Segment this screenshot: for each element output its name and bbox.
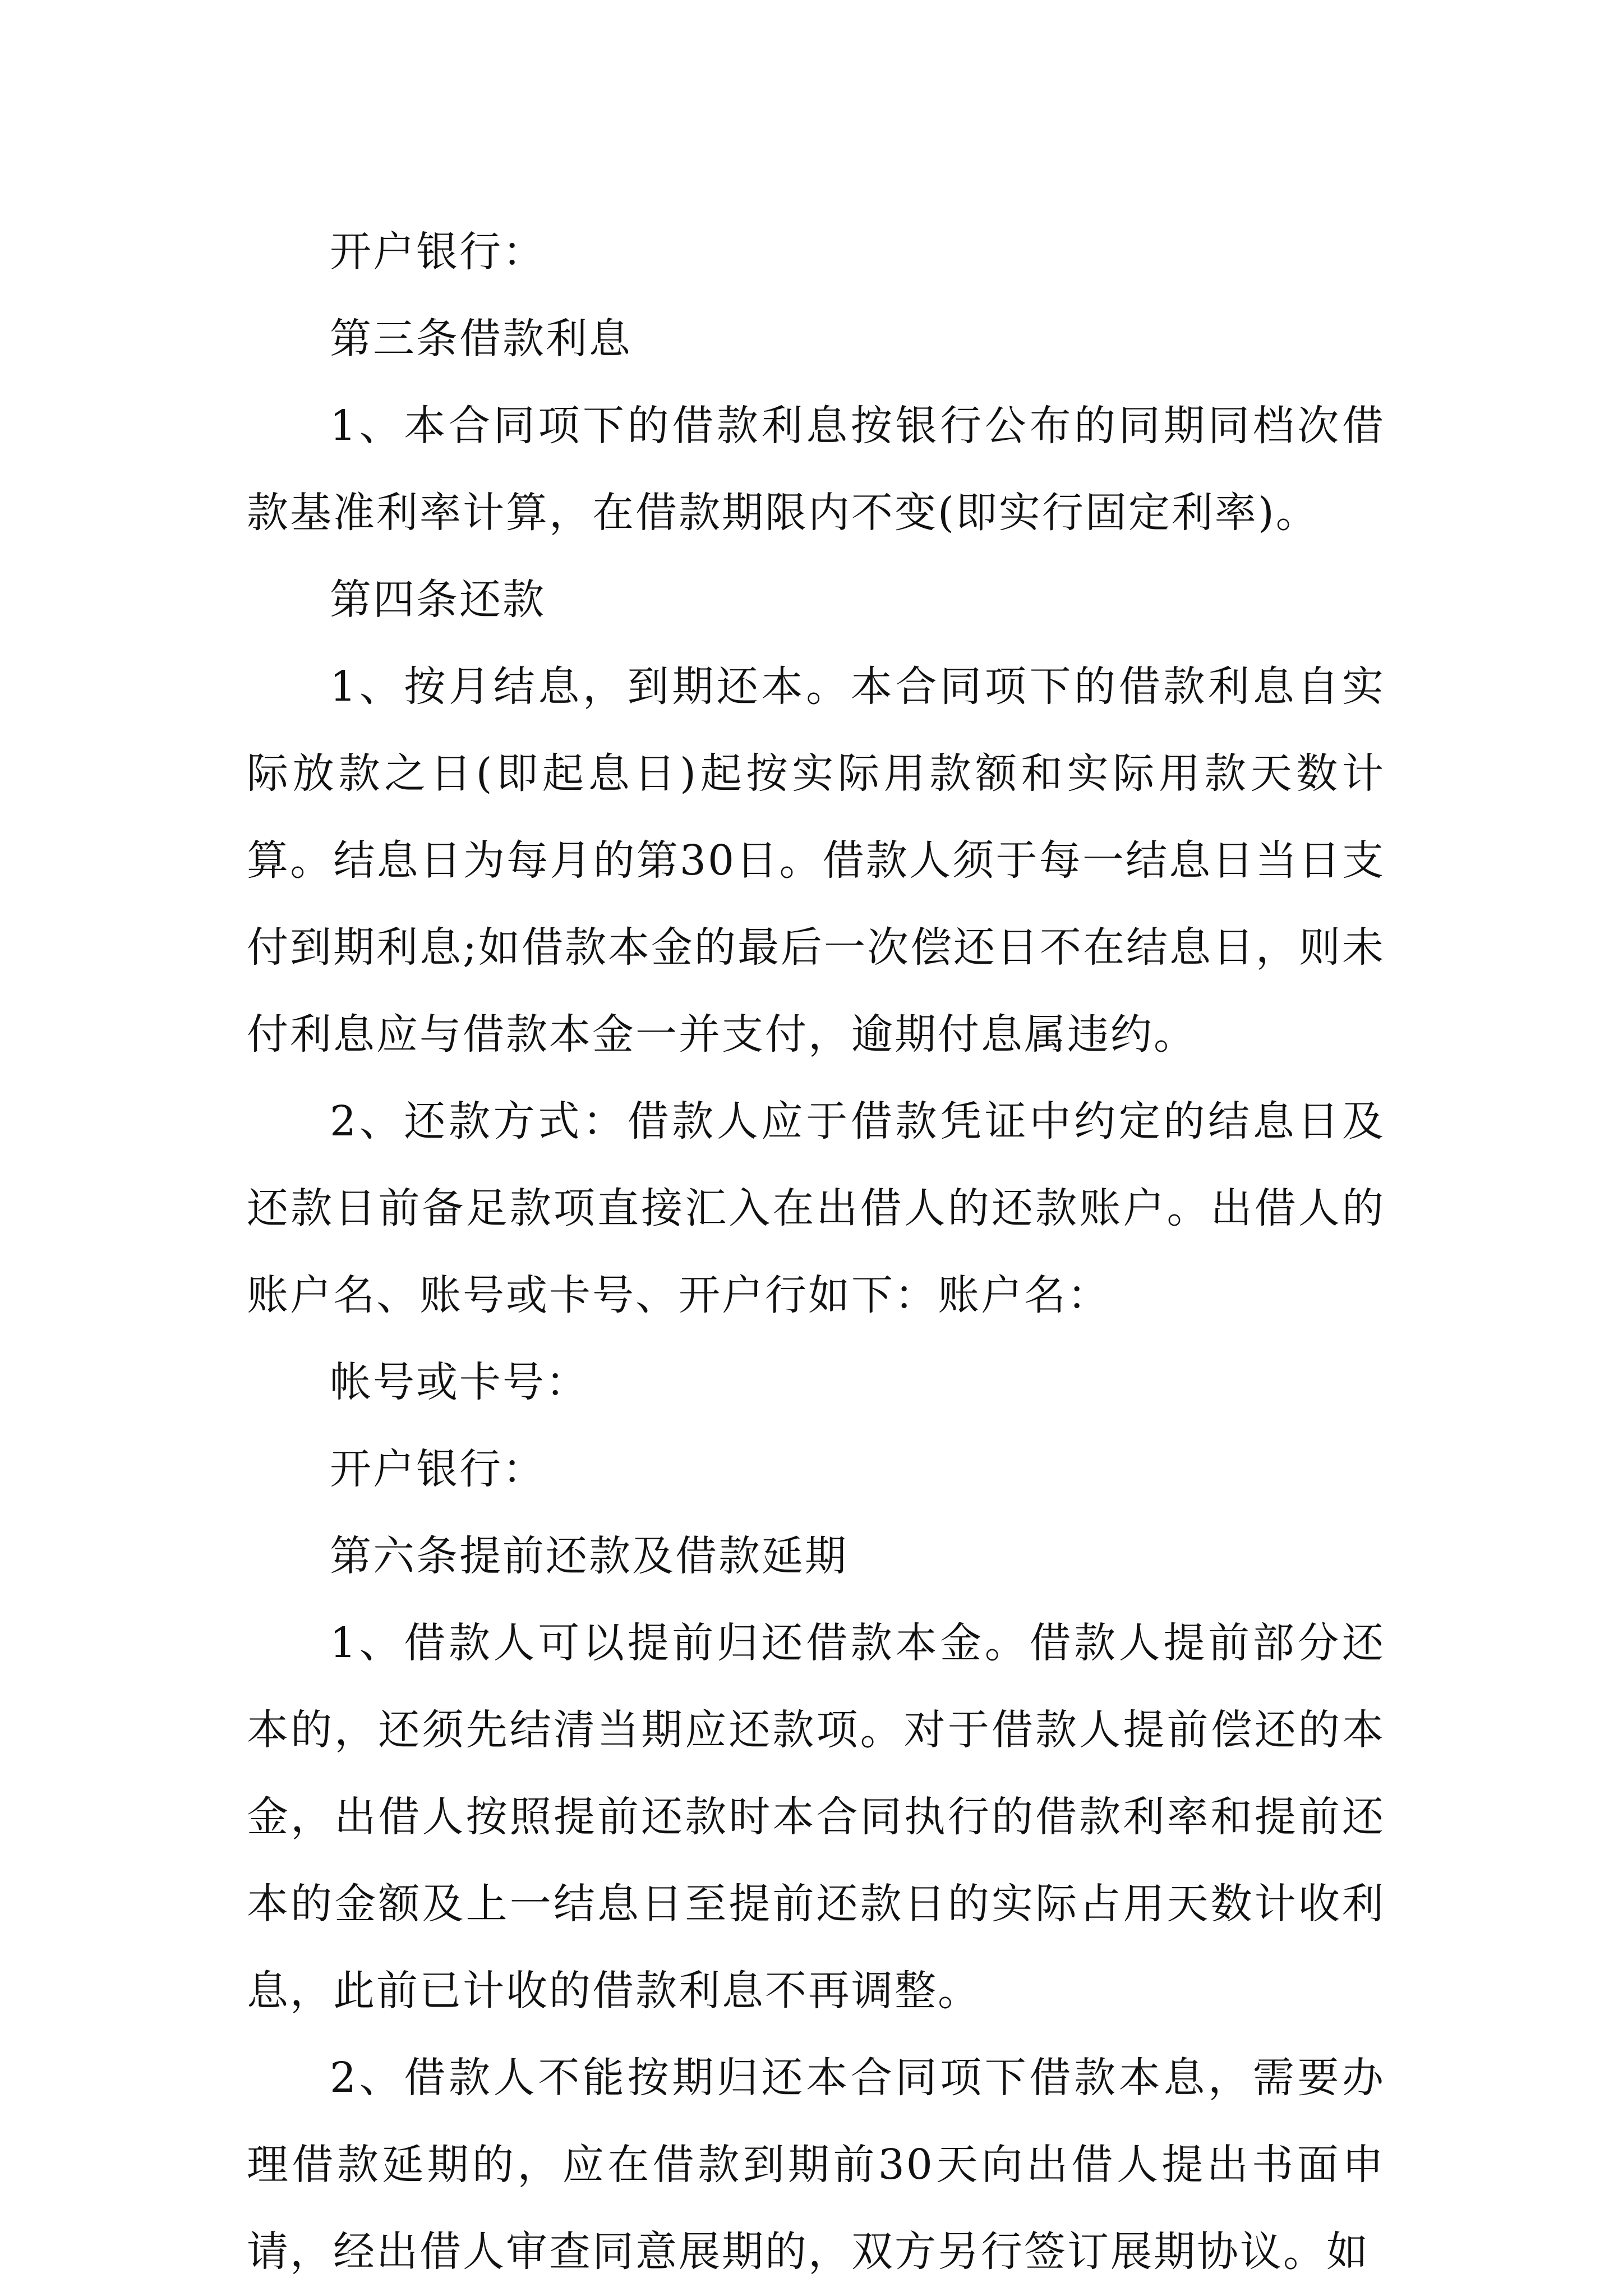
paragraph-monthly-interest: 1、按月结息，到期还本。本合同项下的借款利息自实际放款之日(即起息日)起按实际用款额和实际用款天数计算。结息日为每月的第30日。借款人须于每一结息日当日支付到期利息;如借款本金的最后一次偿还日不在结息日，则未付利息应与借款本金一并支付，逾期付息属违约。 (247, 662, 1385, 1059)
paragraph-bank-name-1: 开户银行： (330, 228, 546, 276)
paragraph-extension: 2、借款人不能按期归还本合同项下借款本息，需要办理借款延期的，应在借款到期前30天向出借人提出书面申请，经出借人审查同意展期的，双方另行签订展期协议。如 (247, 2054, 1385, 2276)
paragraph-prepayment: 1、借款人可以提前归还借款本金。借款人提前部分还本的，还须先结清当期应还款项。对于借款人提前偿还的本金，出借人按照提前还款时本合同执行的借款利率和提前还本的金额及上一结息日至提前还款日的实际占用天数计收利息，此前已计收的借款利息不再调整。 (247, 1619, 1385, 2015)
heading-article-6-prepayment: 第六条提前还款及借款延期 (330, 1532, 848, 1580)
paragraph-interest-rate: 1、本合同项下的借款利息按银行公布的同期同档次借款基准利率计算，在借款期限内不变(即实行固定利率)。 (247, 402, 1385, 537)
paragraph-repayment-method: 2、还款方式：借款人应于借款凭证中约定的结息日及还款日前备足款项直接汇入在出借人的还款账户。出借人的账户名、账号或卡号、开户行如下：账户名： (247, 1097, 1385, 1319)
paragraph-bank-name-2: 开户银行： (330, 1445, 546, 1493)
document-body (247, 209, 1385, 2295)
heading-article-4-repayment: 第四条还款 (330, 576, 546, 624)
paragraph-account-number: 帐号或卡号： (330, 1358, 589, 1406)
heading-article-3-interest: 第三条借款利息 (330, 315, 632, 363)
